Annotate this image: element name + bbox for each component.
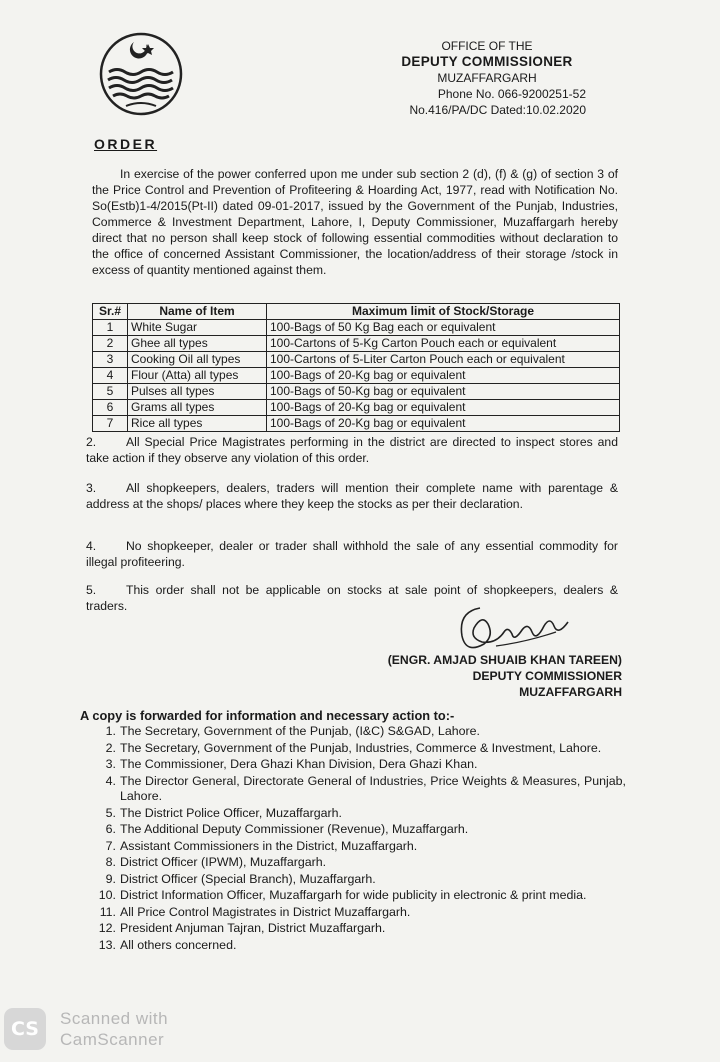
- list-item-text: The Secretary, Government of the Punjab, Industries, Commerce & Investment, Lahore.: [120, 740, 602, 755]
- list-item-number: 5.: [105, 805, 116, 820]
- row-limit: 100-Bags of 50-Kg bag or equivalent: [267, 384, 620, 400]
- list-item: [88, 822, 626, 838]
- row-limit: 100-Bags of 20-Kg bag or equivalent: [267, 416, 620, 432]
- paragraph-text: No shopkeeper, dealer or trader shall withhold the sale of any essential commodity for illegal profiteering.: [86, 539, 618, 569]
- paragraph-number: 2.: [86, 435, 97, 449]
- paragraph-number: 5.: [86, 583, 97, 597]
- list-item: [88, 757, 626, 773]
- column-header-sr: Sr.#: [93, 304, 128, 320]
- list-item-number: 3.: [105, 757, 116, 771]
- list-item-text: District Officer (IPWM), Muzaffargarh.: [120, 855, 327, 869]
- camscanner-watermark: [4, 1008, 168, 1050]
- column-header-item: Name of Item: [128, 304, 267, 320]
- row-item: Rice all types: [128, 416, 267, 432]
- list-item: [88, 938, 626, 954]
- paragraph-text: This order shall not be applicable on stocks at sale point of shopkeepers, dealers & traders.: [86, 583, 618, 613]
- row-item: White Sugar: [128, 320, 267, 336]
- row-limit: 100-Cartons of 5-Kg Carton Pouch each or equivalent: [267, 336, 620, 352]
- row-limit: 100-Bags of 20-Kg bag or equivalent: [267, 400, 620, 416]
- list-item-text: District Information Officer, Muzaffargarh for wide publicity in electronic & print media.: [120, 888, 587, 902]
- table-row: [93, 336, 620, 352]
- row-sr: 2: [93, 336, 128, 352]
- intro-paragraph: In exercise of the power conferred upon me under sub section 2 (d), (f) & (g) of section 3 of the Price Control and Prevention of Profiteering & Hoarding Act, 1977, read with Notification No. So(Estb)1-4/2015(Pt-II) dated 09-01-2017, issued by the Government of the Punjab, Industries, Commerce & Investment Department, Lahore, I, Deputy Commissioner, Muzaffargarh hereby direct that no person shall keep stock of following essential commodities without declaration to the office of concerned Assistant Commissioner, the location/address of their storage /stock in excess of quantity mentioned against them.: [92, 167, 618, 277]
- list-item-number: 2.: [105, 740, 116, 755]
- list-item-text: President Anjuman Tajran, District Muzaffargarh.: [120, 921, 386, 935]
- list-item-text: District Officer (Special Branch), Muzaffargarh.: [120, 871, 376, 886]
- table-row: [93, 384, 620, 400]
- list-item-number: 4.: [105, 773, 116, 788]
- row-limit: 100-Cartons of 5-Liter Carton Pouch each or equivalent: [267, 352, 620, 368]
- list-item-text: Assistant Commissioners in the District, Muzaffargarh.: [120, 838, 418, 853]
- office-header: [382, 38, 592, 118]
- list-item-number: 11.: [99, 904, 116, 919]
- list-item-text: The District Police Officer, Muzaffargarh.: [120, 805, 342, 820]
- row-sr: 1: [93, 320, 128, 336]
- office-designation: DEPUTY COMMISSIONER: [401, 54, 573, 69]
- list-item-text: The Additional Deputy Commissioner (Revenue), Muzaffargarh.: [120, 822, 469, 836]
- list-item-number: 7.: [105, 838, 116, 853]
- office-district: MUZAFFARGARH: [437, 71, 537, 85]
- table-row: [93, 400, 620, 416]
- list-item-text: All others concerned.: [120, 937, 237, 952]
- list-item-text: The Commissioner, Dera Ghazi Khan Division, Dera Ghazi Khan.: [120, 757, 478, 771]
- paragraph-number: 4.: [86, 539, 97, 553]
- camscanner-text: [60, 1008, 168, 1050]
- row-item: Flour (Atta) all types: [128, 368, 267, 384]
- camscanner-logo-icon: CS: [4, 1008, 46, 1050]
- list-item: [88, 741, 626, 757]
- copy-recipient-list: [88, 724, 626, 954]
- list-item-number: 10.: [98, 888, 116, 902]
- camscanner-label: CamScanner: [60, 1030, 165, 1049]
- signatory-place: MUZAFFARGARH: [519, 685, 622, 699]
- row-sr: 6: [93, 400, 128, 416]
- scanned-with-label: Scanned with: [60, 1009, 169, 1028]
- table-row: [93, 416, 620, 432]
- list-item: [88, 888, 626, 904]
- order-paragraph-2: [86, 434, 618, 466]
- order-paragraph-4: [86, 538, 618, 570]
- row-limit: 100-Bags of 50 Kg Bag each or equivalent: [267, 320, 620, 336]
- column-header-limit: Maximum limit of Stock/Storage: [267, 304, 620, 320]
- list-item-number: 8.: [105, 855, 116, 869]
- list-item-number: 13.: [98, 937, 116, 952]
- row-item: Grams all types: [128, 400, 267, 416]
- table-row: [93, 320, 620, 336]
- signatory-name: (ENGR. AMJAD SHUAIB KHAN TAREEN): [387, 653, 622, 667]
- paragraph-text: All shopkeepers, dealers, traders will mention their complete name with parentage & address at the shops/ places where they keep the stocks as per their declaration.: [86, 481, 618, 511]
- list-item: [88, 905, 626, 921]
- list-item-number: 9.: [105, 871, 116, 886]
- list-item-text: The Director General, Directorate General of Industries, Price Weights & Measures, Punjab, Lahore.: [120, 773, 626, 803]
- list-item: [88, 774, 626, 805]
- signatory-block: [330, 652, 622, 700]
- order-paragraph-3: [86, 480, 618, 512]
- list-item: [88, 839, 626, 855]
- list-item: [88, 921, 626, 937]
- row-sr: 3: [93, 352, 128, 368]
- list-item-number: 12.: [98, 921, 116, 935]
- paragraph-number: 3.: [86, 481, 97, 495]
- stock-limits-table: [92, 303, 620, 432]
- row-sr: 5: [93, 384, 128, 400]
- row-item: Pulses all types: [128, 384, 267, 400]
- office-phone: Phone No. 066-9200251-52: [437, 87, 586, 101]
- list-item-number: 6.: [105, 822, 116, 836]
- list-item: [88, 724, 626, 740]
- list-item-text: All Price Control Magistrates in District Muzaffargarh.: [120, 904, 411, 919]
- paragraph-text: All Special Price Magistrates performing in the district are directed to inspect stores and take action if they observe any violation of this order.: [86, 435, 618, 465]
- punjab-government-emblem-icon: [96, 28, 186, 118]
- list-item: [88, 806, 626, 822]
- list-item-text: The Secretary, Government of the Punjab, (I&C) S&GAD, Lahore.: [120, 724, 480, 738]
- row-item: Ghee all types: [128, 336, 267, 352]
- row-sr: 7: [93, 416, 128, 432]
- table-row: [93, 368, 620, 384]
- row-limit: 100-Bags of 20-Kg bag or equivalent: [267, 368, 620, 384]
- table-header-row: [93, 304, 620, 320]
- list-item: [88, 855, 626, 871]
- list-item: [88, 872, 626, 888]
- copy-forwarded-heading: A copy is forwarded for information and necessary action to:-: [80, 708, 455, 723]
- handwritten-signature-icon: [440, 600, 600, 658]
- table-row: [93, 352, 620, 368]
- office-line: OFFICE OF THE: [441, 39, 533, 53]
- row-item: Cooking Oil all types: [128, 352, 267, 368]
- row-sr: 4: [93, 368, 128, 384]
- reference-number: No.416/PA/DC Dated:10.02.2020: [409, 103, 586, 117]
- signatory-designation: DEPUTY COMMISSIONER: [472, 669, 622, 683]
- list-item-number: 1.: [105, 724, 116, 738]
- order-heading: ORDER: [94, 136, 158, 152]
